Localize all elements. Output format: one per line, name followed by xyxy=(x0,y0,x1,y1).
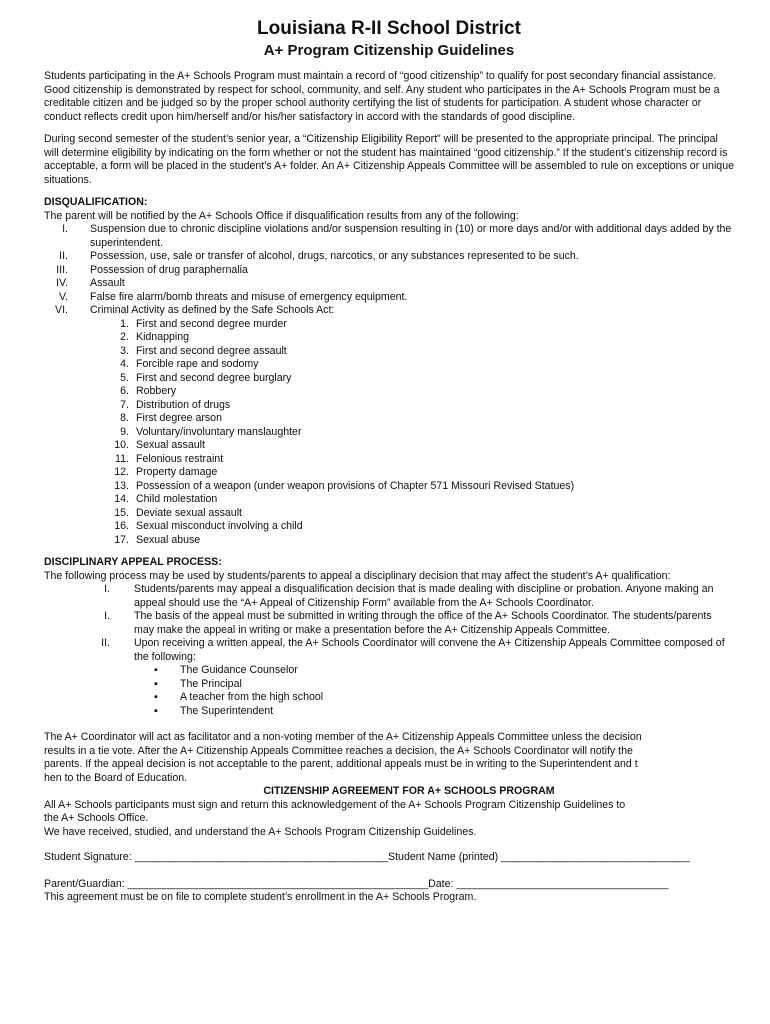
list-numeral: I. xyxy=(62,223,68,235)
crime-text: First and second degree burglary xyxy=(136,371,292,384)
list-text: False fire alarm/bomb threats and misuse of emergency equipment. xyxy=(90,290,408,303)
parent-signature-line[interactable]: Parent/Guardian: ___________________________________________________Date: ____________________________________ xyxy=(44,877,669,890)
agreement-line-2: We have received, studied, and understand the A+ Schools Program Citizenship Guidelines. xyxy=(44,825,477,838)
crime-number: 8. xyxy=(120,412,129,424)
appeal-numeral: I. xyxy=(104,610,110,622)
crime-item xyxy=(44,493,734,507)
list-text: Suspension due to chronic discipline violations and/or suspension resulting in (10) or more days and/or with additional days added by the superintendent. xyxy=(90,223,732,249)
crime-text: Distribution of drugs xyxy=(136,398,231,411)
crime-item xyxy=(44,412,734,426)
crime-item xyxy=(44,480,734,494)
crime-item xyxy=(44,318,734,332)
document-page xyxy=(44,18,734,905)
agreement-footer: This agreement must be on file to complete student’s enrollment in the A+ Schools Program. xyxy=(44,891,477,903)
crime-number: 16. xyxy=(114,520,129,532)
crime-item xyxy=(44,358,734,372)
appeal-item xyxy=(44,583,734,610)
crime-text: Sexual abuse xyxy=(136,533,201,546)
appeal-numeral: I. xyxy=(104,583,110,595)
student-signature-line[interactable]: Student Signature: ___________________________________________Student Name (printed) ________________________________ xyxy=(44,851,690,863)
committee-item xyxy=(44,678,734,692)
crime-number: 6. xyxy=(120,385,129,397)
disqualification-heading: DISQUALIFICATION: xyxy=(44,196,148,208)
crime-number: 5. xyxy=(120,371,129,384)
list-numeral: V. xyxy=(58,290,68,303)
crime-item xyxy=(44,534,734,548)
appeal-text: Students/parents may appeal a disqualification decision that is made dealing with discipline or probation. Anyone making an appeal should use the “A+ Appeal of Citizenship Form” available from the A+ Schools Coordinator. xyxy=(134,583,714,609)
crime-number: 7. xyxy=(120,398,129,411)
square-bullet-icon: ▪ xyxy=(154,664,158,676)
list-text: Possession of drug paraphernalia xyxy=(90,263,248,276)
list-numeral: II. xyxy=(59,250,68,262)
square-bullet-icon: ▪ xyxy=(154,691,158,703)
list-text: Possession, use, sale or transfer of alcohol, drugs, narcotics, or any substances represented to be such. xyxy=(90,250,579,262)
crime-number: 2. xyxy=(120,331,129,343)
crime-item xyxy=(44,385,734,399)
crimes-list xyxy=(44,318,734,548)
appeal-numeral: II. xyxy=(101,637,110,649)
committee-member: A teacher from the high school xyxy=(180,691,324,703)
square-bullet-icon: ▪ xyxy=(154,704,158,717)
appeal-closing-cont: hen to the Board of Education. xyxy=(44,771,188,784)
crime-number: 4. xyxy=(120,358,129,370)
disqualification-list xyxy=(44,223,734,318)
crime-text: Forcible rape and sodomy xyxy=(136,358,259,370)
intro-paragraph-1: Students participating in the A+ Schools Program must maintain a record of “good citizenship” to qualify for post secondary financial assistance. Good citizenship is demonstrated by respect for school, community, and self. Any student who participates in the A+ Schools Program must be a creditable citizen and be judged so by the proper school authority certifying the list of students for participation. A student whose character or conduct reflects credit upon him/herself and/or his/her satisfactory in accord with the standards of good discipline. xyxy=(44,70,720,123)
square-bullet-icon: ▪ xyxy=(154,677,158,690)
page-subtitle: A+ Program Citizenship Guidelines xyxy=(263,42,515,59)
crime-item xyxy=(44,331,734,345)
crime-number: 3. xyxy=(120,344,129,357)
committee-item xyxy=(44,691,734,705)
appeal-item xyxy=(44,610,734,637)
committee-list xyxy=(44,664,734,718)
page-title: Louisiana R-II School District xyxy=(257,18,521,39)
list-item xyxy=(44,250,734,264)
crime-text: Kidnapping xyxy=(136,331,190,343)
crime-text: Deviate sexual assault xyxy=(136,506,242,519)
crime-text: Robbery xyxy=(136,385,177,397)
crime-number: 10. xyxy=(114,439,129,451)
appeal-text: Upon receiving a written appeal, the A+ Schools Coordinator will convene the A+ Citizenship Appeals Committee composed of the following: xyxy=(134,637,725,663)
list-text: Assault xyxy=(90,277,125,289)
crime-text: First degree arson xyxy=(136,412,222,424)
crime-text: Possession of a weapon (under weapon provisions of Chapter 571 Missouri Revised Statues) xyxy=(136,479,575,492)
appeal-closing: The A+ Coordinator will act as facilitator and a non-voting member of the A+ Citizenship Appeals Committee unless the decision results in a tie vote. After the A+ Citizenship Appeals Committee reaches a decision, the A+ Schools Coordinator will notify the parents. If the appeal decision is not acceptable to the parent, additional appeals must be in writing to the Superintendent and t xyxy=(44,731,642,770)
crime-item xyxy=(44,345,734,359)
committee-item xyxy=(44,705,734,719)
crime-item xyxy=(44,453,734,467)
crime-item xyxy=(44,439,734,453)
committee-member: The Guidance Counselor xyxy=(180,664,298,676)
crime-number: 12. xyxy=(114,466,129,478)
crime-item xyxy=(44,372,734,386)
crime-number: 14. xyxy=(114,493,129,505)
crime-number: 9. xyxy=(120,425,129,438)
agreement-line-1: All A+ Schools participants must sign and return this acknowledgement of the A+ Schools Program Citizenship Guidelines to the A+ Schools Office. xyxy=(44,798,626,824)
crime-text: Property damage xyxy=(136,466,218,478)
crime-text: Child molestation xyxy=(136,493,218,505)
appeal-lead: The following process may be used by students/parents to appeal a disciplinary decision that may affect the student’s A+ qualification: xyxy=(44,569,671,582)
list-numeral: III. xyxy=(56,263,68,276)
crime-text: First and second degree assault xyxy=(136,344,287,357)
list-numeral: IV. xyxy=(56,277,68,289)
crime-item xyxy=(44,399,734,413)
disqualification-lead: The parent will be notified by the A+ Schools Office if disqualification results from any of the following: xyxy=(44,209,519,222)
appeal-item xyxy=(44,637,734,664)
crime-text: Sexual assault xyxy=(136,439,205,451)
list-text: Criminal Activity as defined by the Safe Schools Act: xyxy=(90,304,335,316)
crime-text: Felonious restraint xyxy=(136,452,224,465)
committee-member: The Superintendent xyxy=(180,704,274,717)
committee-item xyxy=(44,664,734,678)
committee-member: The Principal xyxy=(180,677,242,690)
list-item xyxy=(44,277,734,291)
crime-item xyxy=(44,520,734,534)
agreement-heading: CITIZENSHIP AGREEMENT FOR A+ SCHOOLS PROGRAM xyxy=(263,785,555,797)
intro-paragraph-2: During second semester of the student’s senior year, a “Citizenship Eligibility Report” will be presented to the appropriate principal. The principal will determine eligibility by indicating on the form whether or not the student has maintained “good citizenship.” If the student’s citizenship record is acceptable, a form will be placed in the student’s A+ folder. An A+ Citizenship Appeals Committee will be assembled to rule on exceptions or unique situations. xyxy=(44,133,734,186)
list-item xyxy=(44,223,734,250)
appeal-text: The basis of the appeal must be submitted in writing through the office of the A+ Schools Coordinator. The students/parents may make the appeal in writing or make a presentation before the A+ Citizenship Appeals Committee. xyxy=(134,610,712,636)
list-item xyxy=(44,304,734,318)
crime-number: 1. xyxy=(120,317,129,330)
appeal-heading: DISCIPLINARY APPEAL PROCESS: xyxy=(44,556,222,568)
list-item xyxy=(44,291,734,305)
crime-text: First and second degree murder xyxy=(136,317,287,330)
crime-number: 17. xyxy=(114,533,129,546)
crime-item xyxy=(44,466,734,480)
crime-text: Voluntary/involuntary manslaughter xyxy=(136,425,302,438)
crime-number: 13. xyxy=(114,479,129,492)
list-numeral: VI. xyxy=(55,304,68,316)
crime-item xyxy=(44,507,734,521)
crime-item xyxy=(44,426,734,440)
crime-number: 11. xyxy=(115,452,129,465)
list-item xyxy=(44,264,734,278)
appeal-list xyxy=(44,583,734,664)
crime-text: Sexual misconduct involving a child xyxy=(136,520,303,532)
crime-number: 15. xyxy=(114,506,129,519)
